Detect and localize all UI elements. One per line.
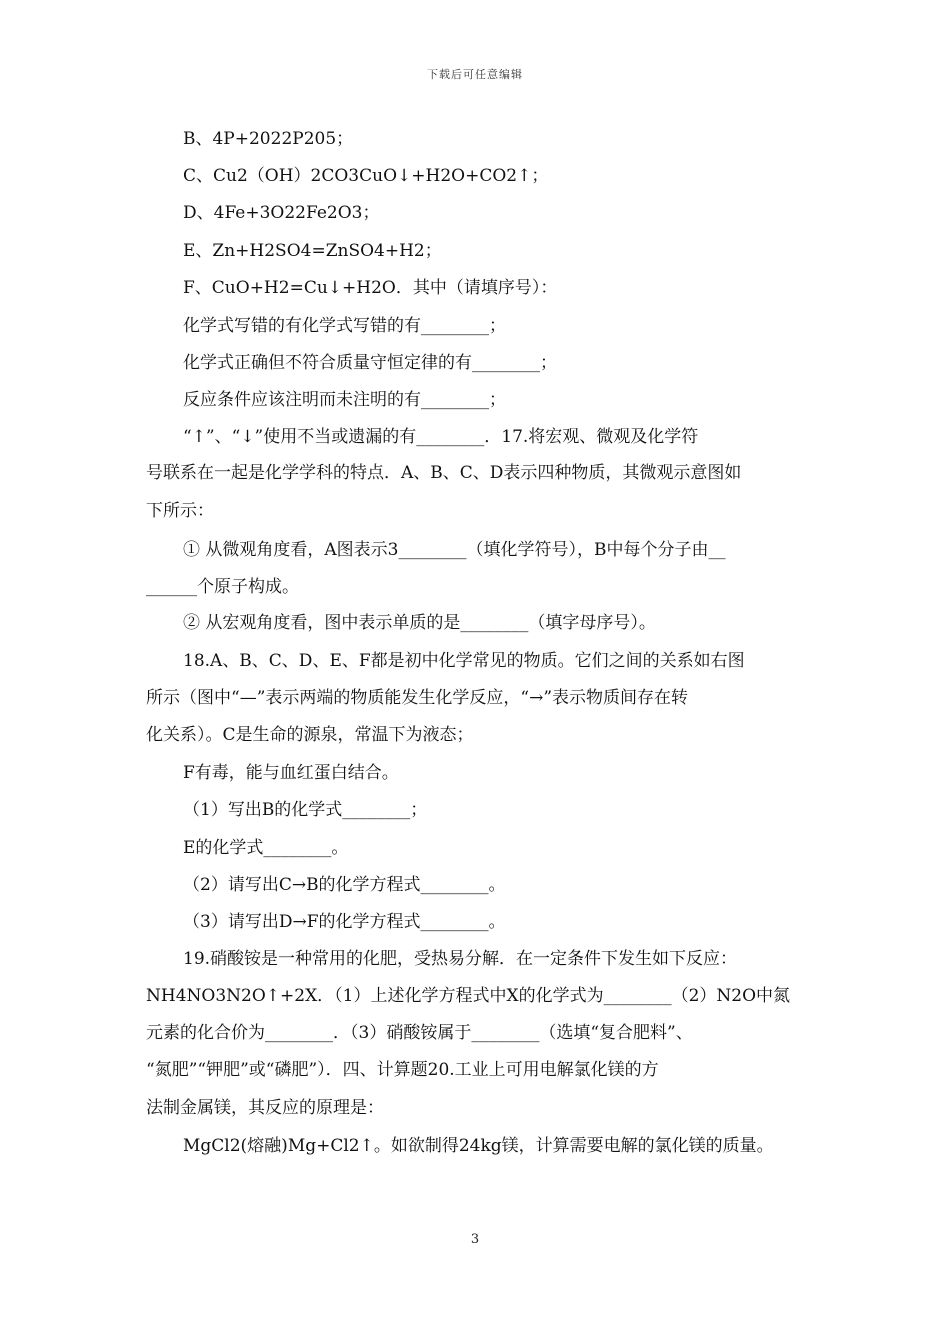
text-line: 元素的化合价为________．（3）硝酸铵属于________（选填“复合肥料”、 [146, 1023, 693, 1043]
text-line: F有毒，能与血红蛋白结合。 [183, 763, 399, 783]
page-number: 3 [470, 1232, 480, 1247]
text-line: 所示（图中“—”表示两端的物质能发生化学反应，“→”表示物质间存在转 [146, 688, 689, 708]
text-line: “↑”、“↓”使用不当或遗漏的有________．17.将宏观、微观及化学符 [183, 427, 699, 447]
text-line: （3）请写出D→F的化学方程式________。 [183, 912, 506, 932]
text-line: MgCl2(熔融)Mg+Cl2↑。如欲制得24kg镁，计算需要电解的氯化镁的质量。 [183, 1136, 774, 1156]
text-line: “氮肥”“钾肥”或“磷肥”）．四、计算题20.工业上可用电解氯化镁的方 [146, 1060, 659, 1080]
text-line: D、4Fe+3O22Fe2O3； [183, 203, 380, 223]
text-line: 化关系）。C是生命的源泉，常温下为液态； [146, 725, 474, 745]
text-line: 化学式正确但不符合质量守恒定律的有________； [183, 353, 557, 373]
text-line: ______个原子构成。 [146, 577, 299, 597]
text-line: 化学式写错的有化学式写错的有________； [183, 316, 506, 336]
text-line: （1）写出B的化学式________； [183, 800, 428, 820]
text-line: NH4NO3N2O↑+2X．（1）上述化学方程式中X的化学式为________（2）N2O中氮 [146, 986, 791, 1006]
text-line: 法制金属镁，其反应的原理是： [146, 1098, 384, 1118]
text-line: 下所示： [146, 501, 214, 521]
text-line: ② 从宏观角度看，图中表示单质的是________（填字母序号）。 [183, 613, 656, 633]
text-line: （2）请写出C→B的化学方程式________。 [183, 875, 506, 895]
text-line: F、CuO+H2=Cu↓+H2O．其中（请填序号）： [183, 278, 558, 298]
text-line: E、Zn+H2SO4=ZnSO4+H2； [183, 241, 442, 261]
download-note-header: 下载后可任意编辑 [427, 68, 523, 81]
text-line: ① 从微观角度看，A图表示3________（填化学符号），B中每个分子由__ [183, 540, 726, 560]
text-line: 19.硝酸铵是一种常用的化肥，受热易分解．在一定条件下发生如下反应： [183, 949, 738, 969]
text-line: C、Cu2（OH）2CO3CuO↓+H2O+CO2↑； [183, 166, 549, 186]
text-line: 反应条件应该注明而未注明的有________； [183, 390, 506, 410]
text-line: B、4P+2022P205； [183, 129, 354, 149]
text-line: E的化学式________。 [183, 838, 349, 858]
text-line: 18.A、B、C、D、E、F都是初中化学常见的物质。它们之间的关系如右图 [183, 651, 745, 671]
text-line: 号联系在一起是化学学科的特点．A、B、C、D表示四种物质，其微观示意图如 [146, 463, 742, 483]
